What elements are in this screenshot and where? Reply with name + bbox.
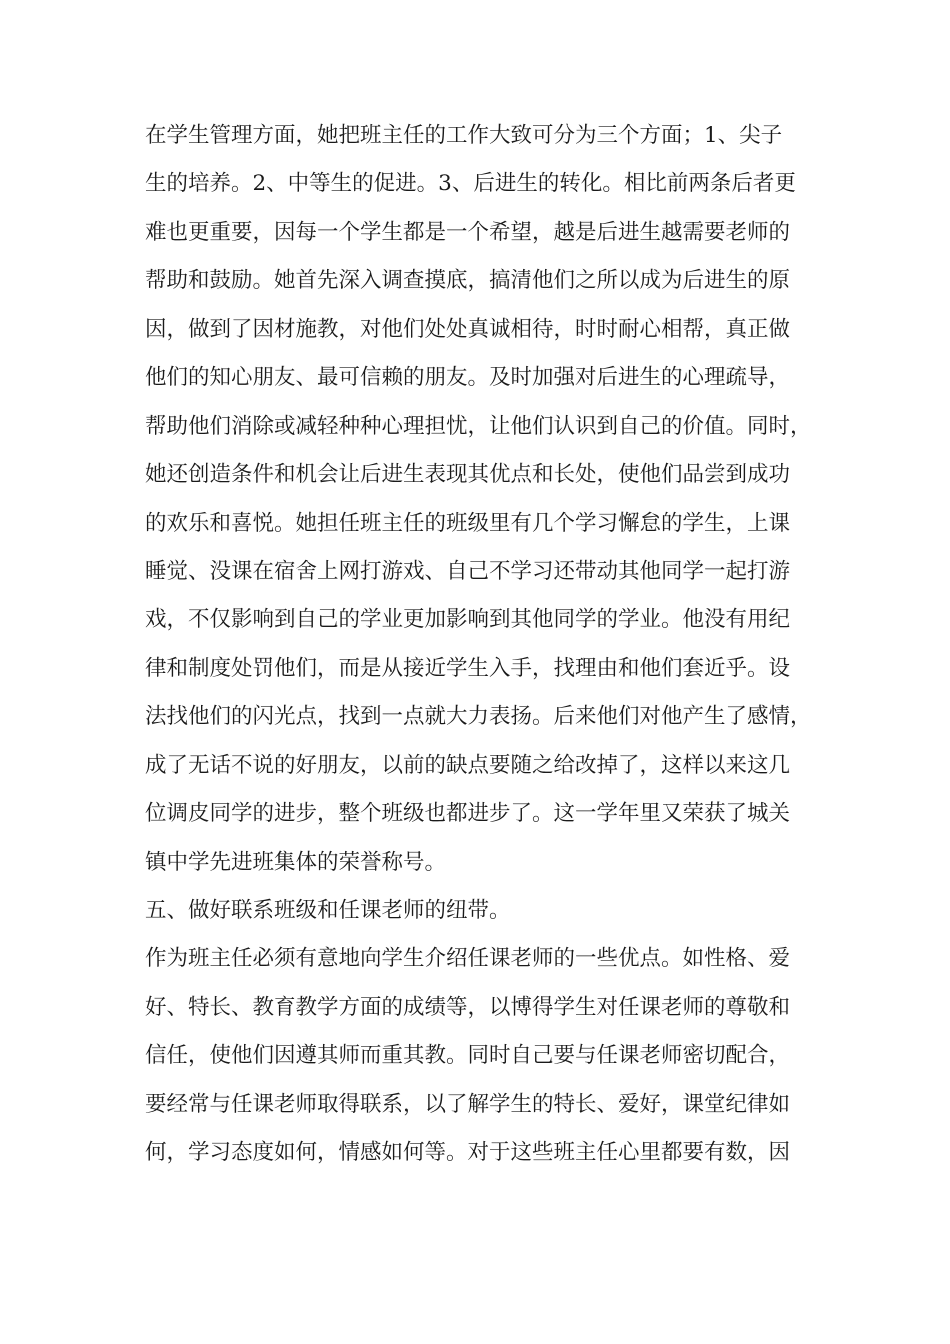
text-line: 帮助他们消除或减轻种种心理担忧，让他们认识到自己的价值。同时，: [145, 413, 812, 439]
body-text: [145, 112, 815, 1178]
text-line: 戏，不仅影响到自己的学业更加影响到其他同学的学业。他没有用纪: [145, 607, 791, 633]
text-line: 好、特长、教育教学方面的成绩等，以博得学生对任课老师的尊敬和: [145, 994, 791, 1020]
text-line: 难也更重要，因每一个学生都是一个希望，越是后进生越需要老师的: [145, 219, 791, 245]
text-line: 镇中学先进班集体的荣誉称号。: [145, 849, 447, 875]
text-line: 她还创造条件和机会让后进生表现其优点和长处，使他们品尝到成功: [145, 462, 791, 488]
text-line: 的欢乐和喜悦。她担任班主任的班级里有几个学习懈怠的学生，上课: [145, 510, 791, 536]
text-line: 睡觉、没课在宿舍上网打游戏、自己不学习还带动其他同学一起打游: [145, 558, 791, 584]
text-line: 在学生管理方面，她把班主任的工作大致可分为三个方面；1、尖子: [145, 123, 783, 148]
text-line: 作为班主任必须有意地向学生介绍任课老师的一些优点。如性格、爱: [145, 946, 791, 972]
text-line: 帮助和鼓励。她首先深入调查摸底，搞清他们之所以成为后进生的原: [145, 268, 791, 294]
text-line: 他们的知心朋友、最可信赖的朋友。及时加强对后进生的心理疏导，: [145, 365, 791, 391]
text-line: 因，做到了因材施教，对他们处处真诚相待，时时耐心相帮，真正做: [145, 316, 791, 342]
text-line: 位调皮同学的进步，整个班级也都进步了。这一学年里又荣获了城关: [145, 801, 791, 827]
text-line: 信任，使他们因遵其师而重其教。同时自己要与任课老师密切配合，: [145, 1043, 791, 1069]
section-heading: 五、做好联系班级和任课老师的纽带。: [145, 898, 511, 923]
text-line: 成了无话不说的好朋友，以前的缺点要随之给改掉了，这样以来这几: [145, 752, 791, 778]
text-line: 要经常与任课老师取得联系，以了解学生的特长、爱好，课堂纪律如: [145, 1091, 791, 1117]
text-line: 律和制度处罚他们，而是从接近学生入手，找理由和他们套近乎。设: [145, 655, 791, 681]
text-line: 何，学习态度如何，情感如何等。对于这些班主任心里都要有数，因: [145, 1140, 791, 1166]
text-line: 生的培养。2、中等生的促进。3、后进生的转化。相比前两条后者更: [145, 171, 796, 197]
text-line: 法找他们的闪光点，找到一点就大力表扬。后来他们对他产生了感情，: [145, 704, 812, 730]
